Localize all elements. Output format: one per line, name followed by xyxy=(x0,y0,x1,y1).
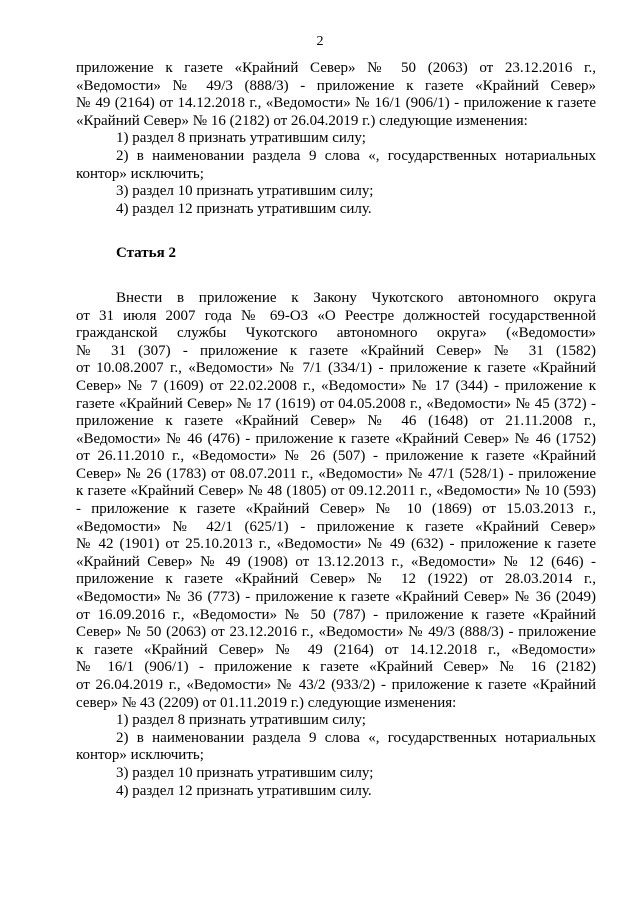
article2-line: № 31 (307) - приложение к газете «Крайний Север» № 31 (1582) xyxy=(76,342,596,359)
article2-line: север» № 43 (2209) от 01.11.2019 г.) следующие изменения: xyxy=(76,694,457,711)
page-number: 2 xyxy=(316,34,324,49)
article2-line: «Ведомости» № 36 (773) - приложение к газете «Крайний Север» № 36 (2049) xyxy=(76,589,596,606)
section1-line: приложение к газете «Крайний Север» № 50 (2063) от 23.12.2016 г., xyxy=(76,60,596,76)
section1-line: «Ведомости» № 49/3 (888/3) - приложение к газете «Крайний Север» xyxy=(76,77,596,94)
list-item: 2) в наименовании раздела 9 слова «, государственных нотариальных xyxy=(116,729,596,746)
section1-line: «Крайний Север» № 16 (2182) от 26.04.2019 г.) следующие изменения: xyxy=(76,112,528,129)
article2-line: «Крайний Север» № 49 (1908) от 13.12.2013 г., «Ведомости» № 12 (646) - xyxy=(76,553,596,570)
list-item-continuation: контор» исключить; xyxy=(76,165,204,182)
article2-paragraph xyxy=(76,290,596,712)
article2-line: к газете «Крайний Север» № 48 (1805) от 09.12.2011 г., «Ведомости» № 10 (593) xyxy=(76,483,596,500)
article2-line: к газете «Крайний Север» № 49 (2164) от 14.12.2018 г., «Ведомости» xyxy=(76,641,596,658)
article2-line: гражданской службы Чукотского автономного округа» («Ведомости» xyxy=(76,325,596,342)
section1-items xyxy=(76,130,596,218)
article2-line: от 10.08.2007 г., «Ведомости» № 7/1 (334/1) - приложение к газете «Крайний xyxy=(76,360,596,377)
article2-line: от 26.11.2010 г., «Ведомости» № 26 (507) - приложение к газете «Крайний xyxy=(76,448,596,465)
document-body xyxy=(76,60,596,800)
article2-line: приложение к газете «Крайний Север» № 12 (1922) от 28.03.2014 г., xyxy=(76,571,596,588)
list-item-continuation: контор» исключить; xyxy=(76,747,204,764)
list-item: 2) в наименовании раздела 9 слова «, государственных нотариальных xyxy=(116,147,596,164)
list-item: 3) раздел 10 признать утратившим силу; xyxy=(116,183,374,200)
list-item: 1) раздел 8 признать утратившим силу; xyxy=(116,130,366,147)
article2-line: газете «Крайний Север» № 17 (1619) от 04.05.2008 г., «Ведомости» № 45 (372) - xyxy=(76,395,596,412)
article2-line: Внести в приложение к Закону Чукотского автономного округа xyxy=(116,289,596,306)
article2-line: от 26.04.2019 г., «Ведомости» № 43/2 (933/2) - приложение к газете «Крайний xyxy=(76,677,596,693)
article2-line: Север» № 7 (1609) от 22.02.2008 г., «Ведомости» № 17 (344) - приложение к xyxy=(76,377,596,394)
article2-line: приложение к газете «Крайний Север» № 46 (1648) от 21.11.2008 г., xyxy=(76,413,596,430)
article2-line: «Ведомости» № 46 (476) - приложение к газете «Крайний Север» № 46 (1752) xyxy=(76,430,596,447)
section1-line: № 49 (2164) от 14.12.2018 г., «Ведомости» № 16/1 (906/1) - приложение к газете xyxy=(76,95,596,112)
article2-line: № 42 (1901) от 25.10.2013 г., «Ведомости» № 49 (632) - приложение к газете xyxy=(76,536,596,553)
article2-line: от 16.09.2016 г., «Ведомости» № 50 (787) - приложение к газете «Крайний xyxy=(76,606,596,623)
article2-line: - приложение к газете «Крайний Север» № 10 (1869) от 15.03.2013 г., xyxy=(76,501,596,518)
list-item: 3) раздел 10 признать утратившим силу; xyxy=(116,764,374,781)
section1-paragraph xyxy=(76,60,596,130)
article2-line: «Ведомости» № 42/1 (625/1) - приложение к газете «Крайний Север» xyxy=(76,518,596,535)
list-item: 4) раздел 12 признать утратившим силу. xyxy=(116,200,372,217)
article2-line: № 16/1 (906/1) - приложение к газете «Крайний Север» № 16 (2182) xyxy=(76,659,596,676)
list-item: 4) раздел 12 признать утратившим силу. xyxy=(116,782,372,799)
article2-line: Север» № 50 (2063) от 23.12.2016 г., «Ведомости» № 49/3 (888/3) - приложение xyxy=(76,624,596,641)
article2-line: от 31 июля 2007 года № 69-ОЗ «О Реестре должностей государственной xyxy=(76,307,596,324)
article2-items xyxy=(76,712,596,800)
article-heading: Статья 2 xyxy=(116,245,176,262)
list-item: 1) раздел 8 признать утратившим силу; xyxy=(116,712,366,729)
article2-line: Север» № 26 (1783) от 08.07.2011 г., «Ведомости» № 47/1 (528/1) - приложение xyxy=(76,465,596,482)
